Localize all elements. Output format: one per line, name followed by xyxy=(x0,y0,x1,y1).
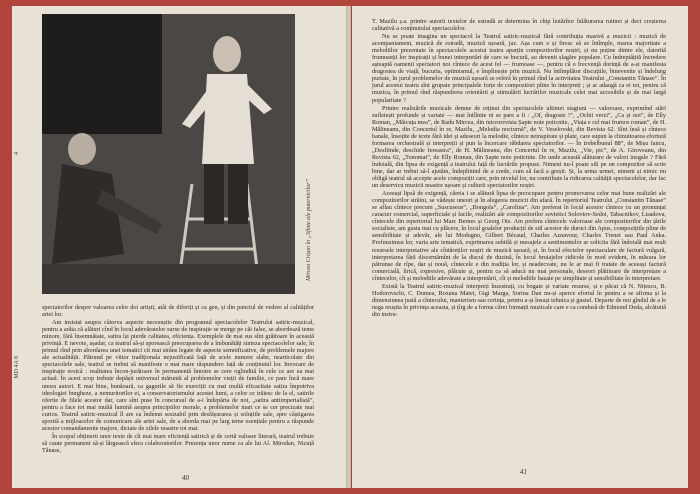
margin-note: 4 xyxy=(14,152,20,155)
paragraph: Există la Teatrul satiric-muzical interpreți înzestrați, cu bogate și variate resurse, și e păcat că N. Nițescu, B. Hodorovschi, C. Dumea, Roxana Matei, Gigi Marga, Sorina Dan nu-și aperce efortul în pentru a se afirma și la dimensiunea justă a cîntecului, manierism sau cerința, pentru a-și însuși tehnica și gustul. Departe de noi gîndul de a le nega reușita în privința aceasta, și țîrg de a forma cărei formații muzicale care e ca condusă de Edmond Deda, alcătuită din instru- xyxy=(372,282,666,318)
right-page-body xyxy=(372,18,666,462)
seated-man-head xyxy=(68,133,96,165)
paragraph: T. Mazilu ș.a. printre autorii textelor de estradă ar determina în chip hotărîtor înlăturarea rutinei și deci creșterea calitativă a conținutului spectacolelor. xyxy=(372,18,666,33)
stage-photo xyxy=(42,14,295,294)
margin-note: MD 4A 8 xyxy=(14,356,20,379)
page-number-right: 41 xyxy=(520,468,527,476)
right-page xyxy=(352,6,688,488)
photo-scene xyxy=(42,14,295,294)
photo-caption: Mircea Crișan în „Sfinte ale puternicilor” xyxy=(306,179,312,281)
paragraph: Nu se poate imagina un spectacol la Teatrul satiric-muzical fără contribuția masivă a muzicii : muzică de acompaniament, muzică de estradă, muzică ușoară, jaz. Așa cum e și firesc să se întîmple, marea majoritate a melodiilor prezentate în spectacolele acestui teatru aparțin compozitorilor noștri, și nu puține dintre ele, datorită frumuseții lor inspirații și bunei interpretări de care se bucură, au devenit șlagăre populare. Cu îndreptățită încredere așteaptă oamenii spectatori noi cîntece de acest fel — frumoase —, pentru că o frecvență dorință de a-și manifesta dragostea de viață, bucuria, optimismul, e împlinește prin muzică. Nu întîmplător discuțiile, binevenite și îndelung purtate, în jurul problemelor de muzică ușoară se referă în primul rînd la activitatea Teatrului „Constantin Tănase”. În jurul acestui teatru sînt grupate principalele forțe de compozitori pline în interpreți ; și ar adaugă ca ei tot, pentru că muzica, în primul rînd răspunderea orientării și stimulării lucrărilor muzicale celei mai accesibile și de mai largă popularitate ? xyxy=(372,33,666,104)
left-page xyxy=(12,6,351,488)
left-page-body xyxy=(42,304,314,466)
paragraph: Printre realizările muzicale demne de reținut din spectacolele ultimei stagiuni — valoroase, exprimînd stări sufletești profunde și variate — mai întîlnite ni se pare a fi : „Of, dragoste !”, „Ochii verzi”, „Ca și noi”, de Elly Roman, „Măicuța mea”, de Radu Mircea, din microrevista Șapte note poticnite, „Viața e cel mai frumos roman”, de H. Mălineanu, din Concertul în re, Mazilu, „Melodia nocturnă”, de V. Veselovski, din Revista 62. Sînt însă și cîntece banale, însoțite de texte fără idei și adeseori la melodie, cîntece neinspirate și plate, care supun la chinuitoarea efortură formarea orchestrală și interpreții și pun la încercare răbdarea spectatorilor. — În trobelbunul 88”, de Mișu Iancu, „Desfiinde, deschide fereastra”, de H. Mălineanu, din Concertul în re, Mazilu, „Vie, pic”, de A. Giroveanu, din Revista 62, „Tonomat”, de Elly Roman, din Șapte note poticnite. De unde această alăturare de valori inegale ? Fără îndoială, din lipsa de exigență a teatrului față de lucrările propuse. Nimeni nu-l poate sili pe un compozitor să scrie bine, dar ar trebui să-l ajutăm, îndeplinind de a crede, cum să facă a greșit. Și, la urma urmei, nimeni și nimic nu obligă teatrul să accepte acele compoziții care, prin nivelul lor, nu contribuie la ridicarea calității spectacolelor, dar fac un deservicu muzicii noastre ușoare și culturii spectatorilor noștri. xyxy=(372,104,666,190)
margin-notes xyxy=(12,116,22,488)
paragraph: Am insistat asupra câtorva aspecte necesușite din programul spectacolelor Teatrului satiric-muzical, pentru a arăta că alături cînd în locul adevăratelor surse de inspirație se merge pe căi false, se abordează teme minore, fără însemnătate, satira își pierde calitatea, eficiența. Exemplele de mai sus sînt grăitoare în această privință. E nevoie, așadar, ca teatrul să-și sporească preocuparea de a îmbunătăți sinteza spectacolelor sale, în primul rînd prin abordarea unei tematici cit mai strâns legate de aspecte semnificative, de problemele majore ale actualității. Pătrund pe viitor tradiționala nejustificată față de scele numere slabe, nearticolate din spectacolele sale, teatrul se trebui să manifeste o mai mare răspundere față de conținutul lor. Invocare de inspirație eroică : realitatea încon-jurătoare în permanentă înnoire se cere oglindită în cele ce are ea mai actual. În acest scop trebuie depășit universul măruntă al problemelor vieții de familie, ce pare încă mare unora autori. E mai bine, bunăoară, ca gagurile să fie exerciții cu mai multă eficacitate satira împotriva ideologiei burgheze, a nemuritorilor ei, a conservatorismului acestei lumi, a celor ce trăiesc de la el, satirile oferite de filele acestor dar, care sînt puse în concursul de a-i îndepărta de noi, „satira antiimperialistă”, pentru a face tot mai multă lumină asupra principiilor morale, a problemelor mari ce se cer precizate mai curios. Teatrul satiric-muzical îl are ca îndemn sesizabil prin desfășurarea și soluțiile sale, spre câștigarea sporită a mijloacelor de comunicare ale artei sale, de a aborda mai pe larg teme esențiale pentru a răspunde acestor comandamente majore, dictate de zilele noastre tot mai. xyxy=(42,319,314,432)
standing-man-head xyxy=(213,36,241,72)
page-number-left: 40 xyxy=(182,474,189,482)
paragraph: spectatorilor despre valoarea celor doi artiști, atât de diferiți și ca gen, și din punctul de vedere al calităților artei lor. xyxy=(42,304,314,319)
paragraph: În scopul obținerii unor texte de cît mai mare eficiență satirică și de certă valoare literară, teatrul trebuie să caute permanent să-și lărgească sfera colaboratorilor. Prezența unor nume ca ale lui Al. Mirodan, Nicuță Tănase, xyxy=(42,432,314,454)
paragraph: Aceeași lipsă de exigență, căreia i se alătură lipsa de preocupare pentru promovarea celor mai bune realizări ale compozitorilor străini, se vădește uneori și în alegerea muzicii din afară. În repertoriul Teatrului „Constantin Tănase” se aflau cîntece precum „Suscuseus”, „Bongola”, „Carolina”. Am preferat în locul acestor cîntece cu un pronunțat caracter comercial, superficiale și facile, realizări ale compozitorilor sovietici Soloviov-Sedoi, Tabacnikov, Lisadova, cîntecele din repertoriul lui Marc Bernes și Georg Ots. Am prefera cîntecele valoroase ale compozitorilor din țările socialiste, am gusta mai cu plăcere, în locul goalelor producții de stil acestor de duruci din Apus, compozițiile pline de sensibilitate și adevăr, ale lui Modugno, Gilbert Bécaud, Charles Aznavour, Charles Trenet sau Paul Anka. Profunzimea lor, varia arte tematică, exprimarea subtilă și mesajele a sentimentelor ar solicita fără îndoială mai mult resursele interpretative ale cîntăreților noștri de muzică ușoară, și, în locul efectelor spectaculare de factură vulgară, interpretarea fără discernămînt de la discul de duzină, în locul bruiajelor ridicole în mod evident, în măsura lor pătrunse de rîpe, dar și nouă, cîntecele e din tradiția lor, și neadecvate, nu le ar mai fi tratate de aceeași factură comercială, lirică, expresive, plăcute și, pentru ca să aducă nu mai personale, deseori plătitoare de interpretare a cîntecelor, cît și melodiile adevărate a interpretării, cît și melodiile bazate pe simplitate și sensibilitate în interpretare. xyxy=(372,190,666,282)
